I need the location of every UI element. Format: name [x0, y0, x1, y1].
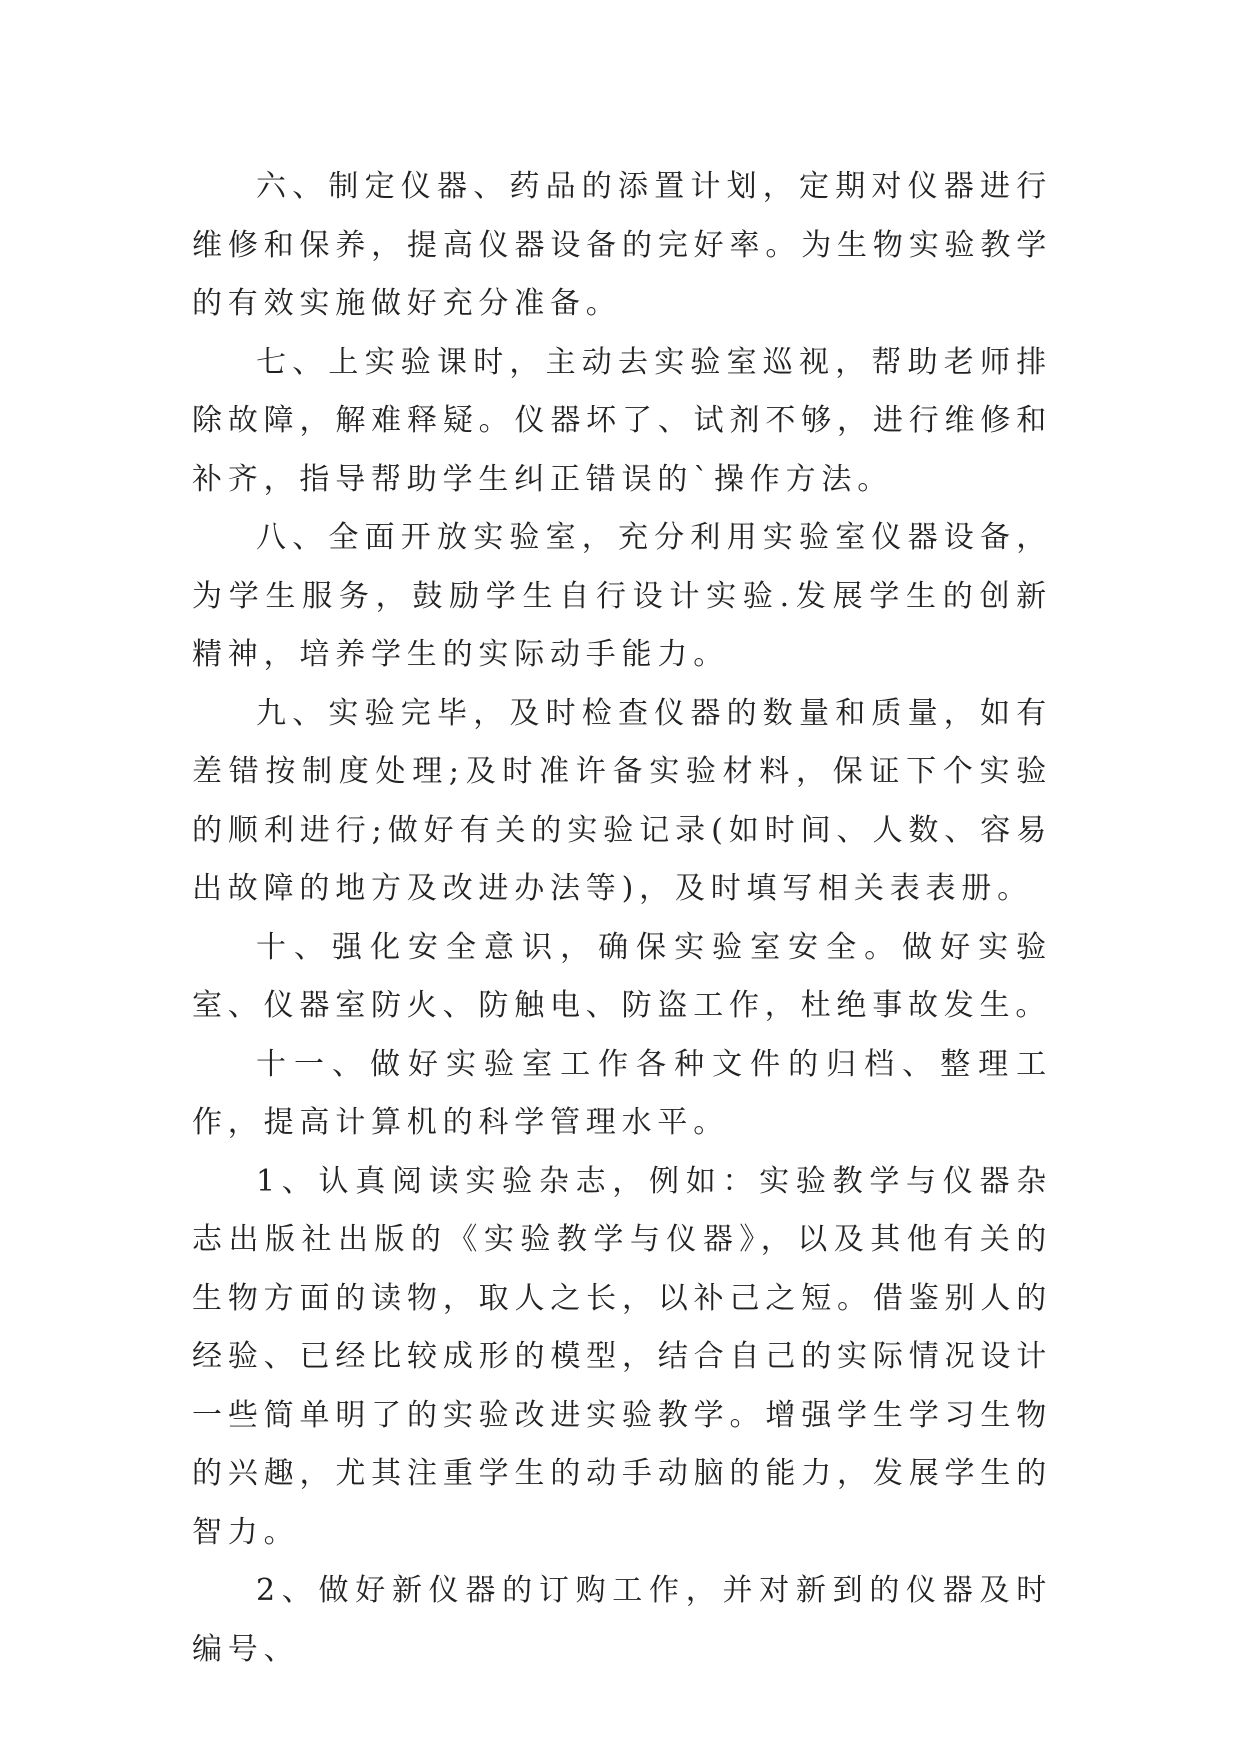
paragraph-item-2: 2、做好新仪器的订购工作，并对新到的仪器及时编号、 — [192, 1573, 1052, 1667]
document-body — [192, 158, 1052, 1679]
paragraph-6: 六、制定仪器、药品的添置计划，定期对仪器进行维修和保养，提高仪器设备的完好率。为生物实验教学的有效实施做好充分准备。 — [192, 169, 1052, 321]
paragraph-7: 七、上实验课时，主动去实验室巡视，帮助老师排除故障，解难释疑。仪器坏了、试剂不够，进行维修和补齐，指导帮助学生纠正错误的`操作方法。 — [192, 344, 1052, 497]
paragraph-9: 九、实验完毕，及时检查仪器的数量和质量，如有差错按制度处理;及时准许备实验材料，保证下个实验的顺利进行;做好有关的实验记录(如时间、人数、容易出故障的地方及改进办法等)，及时填写相关表表册。 — [192, 695, 1052, 906]
paragraph-8: 八、全面开放实验室，充分利用实验室仪器设备，为学生服务，鼓励学生自行设计实验.发展学生的创新精神，培养学生的实际动手能力。 — [192, 520, 1052, 672]
paragraph-10: 十、强化安全意识，确保实验室安全。做好实验室、仪器室防火、防触电、防盗工作，杜绝事故发生。 — [192, 929, 1052, 1023]
paragraph-item-1: 1、认真阅读实验杂志，例如：实验教学与仪器杂志出版社出版的《实验教学与仪器》，以及其他有关的生物方面的读物，取人之长，以补己之短。借鉴别人的经验、已经比较成形的模型，结合自己的实际情况设计一些简单明了的实验改进实验教学。增强学生学习生物的兴趣，尤其注重学生的动手动脑的能力，发展学生的智力。 — [192, 1163, 1052, 1550]
paragraph-11: 十一、做好实验室工作各种文件的归档、整理工作，提高计算机的科学管理水平。 — [192, 1046, 1052, 1140]
